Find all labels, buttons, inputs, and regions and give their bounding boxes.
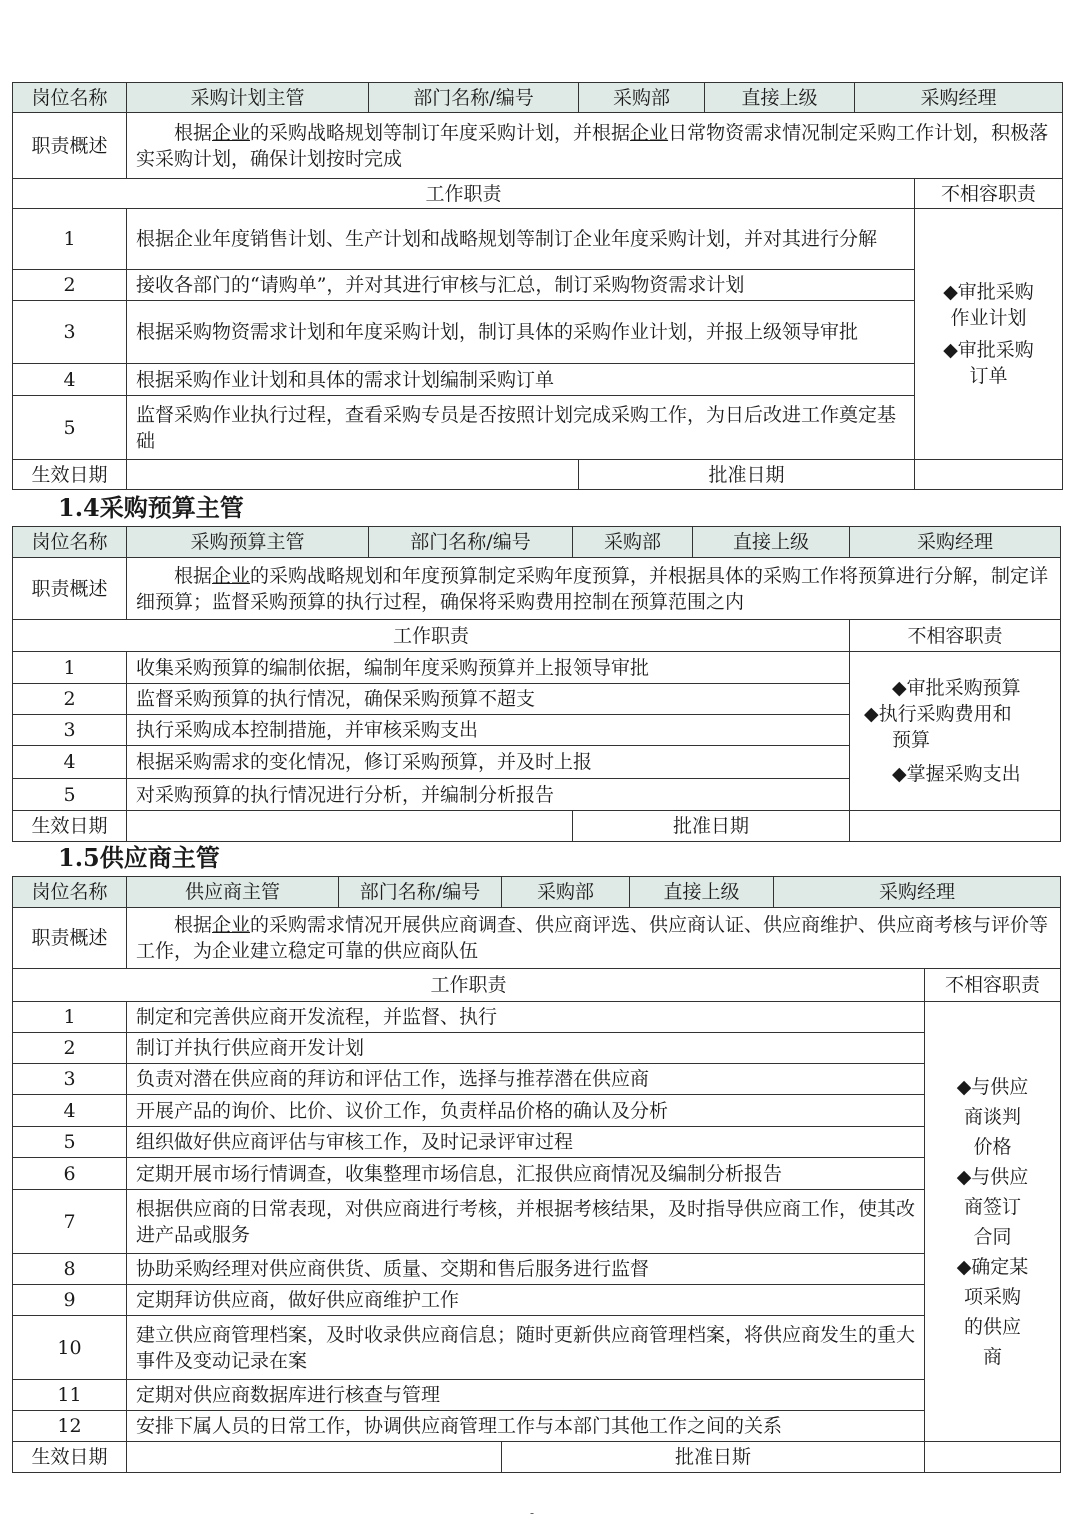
dept-value: 采购部 (573, 527, 693, 558)
incompatible-duties: ◆与供应 商谈判 价格 ◆与供应 商签订 合同 ◆确定某 项采购 的供应 商 (925, 1002, 1061, 1442)
duty-number: 5 (13, 396, 127, 460)
incompatible-duties: ◆审批采购 作业计划 ◆审批采购 订单 (915, 209, 1063, 460)
duty-text: 制订并执行供应商开发计划 (127, 1033, 925, 1064)
post-value: 采购计划主管 (127, 83, 369, 113)
page-mark: - (530, 1506, 535, 1520)
dept-value: 采购部 (502, 877, 630, 908)
incompatible-duties: ◆审批采购预算 ◆执行采购费用和 预算 ◆掌握采购支出 (850, 652, 1061, 811)
summary-label: 职责概述 (13, 558, 127, 620)
post-label: 岗位名称 (13, 83, 127, 113)
duty-text: 定期对供应商数据库进行核查与管理 (127, 1380, 925, 1411)
duty-number: 4 (13, 364, 127, 396)
duty-text: 监督采购预算的执行情况，确保采购预算不超支 (127, 684, 850, 715)
incompatible-header: 不相容职责 (915, 179, 1063, 209)
approval-date-value (915, 460, 1063, 490)
duty-text: 建立供应商管理档案，及时收录供应商信息；随时更新供应商管理档案，将供应商发生的重大事件及变动记录在案 (127, 1316, 925, 1380)
post-value: 采购预算主管 (127, 527, 369, 558)
approval-date-label: 批准日斯 (502, 1442, 925, 1473)
duty-number: 1 (13, 1002, 127, 1033)
duty-number: 11 (13, 1380, 127, 1411)
approval-date-label: 批准日期 (573, 811, 850, 842)
duty-number: 10 (13, 1316, 127, 1380)
superior-value: 采购经理 (774, 877, 1061, 908)
position-table-purchase-plan (12, 82, 1063, 490)
superior-value: 采购经理 (850, 527, 1061, 558)
dept-value: 采购部 (579, 83, 705, 113)
duty-text: 收集采购预算的编制依据，编制年度采购预算并上报领导审批 (127, 652, 850, 684)
effective-date-label: 生效日期 (13, 460, 127, 490)
table-row (13, 364, 1063, 396)
dept-label: 部门名称/编号 (369, 527, 573, 558)
approval-date-label: 批准日期 (579, 460, 915, 490)
duty-text: 根据采购作业计划和具体的需求计划编制采购订单 (127, 364, 915, 396)
duty-number: 4 (13, 746, 127, 779)
position-table-purchase-budget (12, 526, 1061, 842)
table-row (13, 1285, 1061, 1316)
duty-text: 对采购预算的执行情况进行分析，并编制分析报告 (127, 779, 850, 811)
duty-text: 定期拜访供应商，做好供应商维护工作 (127, 1285, 925, 1316)
table-row (13, 1033, 1061, 1064)
duty-text: 根据供应商的日常表现，对供应商进行考核，并根据考核结果，及时指导供应商工作，使其改进产品或服务 (127, 1190, 925, 1254)
duty-text: 安排下属人员的日常工作，协调供应商管理工作与本部门其他工作之间的关系 (127, 1411, 925, 1442)
table-row (13, 1095, 1061, 1127)
duty-number: 6 (13, 1158, 127, 1190)
summary-label: 职责概述 (13, 113, 127, 179)
duty-number: 2 (13, 270, 127, 301)
duty-number: 3 (13, 301, 127, 364)
duty-text: 负责对潜在供应商的拜访和评估工作，选择与推荐潜在供应商 (127, 1064, 925, 1095)
duty-number: 12 (13, 1411, 127, 1442)
superior-label: 直接上级 (630, 877, 774, 908)
section-title-supplier: 1.5供应商主管 (58, 843, 220, 872)
table-row (13, 270, 1063, 301)
duties-header: 工作职责 (13, 969, 925, 1002)
duty-number: 5 (13, 1127, 127, 1158)
duty-text: 接收各部门的“请购单”，并对其进行审核与汇总，制订采购物资需求计划 (127, 270, 915, 301)
effective-date-value (127, 811, 573, 842)
duty-text: 定期开展市场行情调查，收集整理市场信息，汇报供应商情况及编制分析报告 (127, 1158, 925, 1190)
duties-header: 工作职责 (13, 179, 915, 209)
duty-text: 执行采购成本控制措施，并审核采购支出 (127, 715, 850, 746)
duty-number: 1 (13, 209, 127, 270)
duty-text: 根据采购需求的变化情况，修订采购预算，并及时上报 (127, 746, 850, 779)
summary-label: 职责概述 (13, 908, 127, 969)
summary-text: 根据企业的采购战略规划等制订年度采购计划，并根据企业日常物资需求情况制定采购工作计划，积极落实采购计划，确保计划按时完成 (127, 113, 1063, 179)
section-title-budget: 1.4采购预算主管 (58, 493, 244, 522)
incompatible-header: 不相容职责 (850, 620, 1061, 652)
duties-header: 工作职责 (13, 620, 850, 652)
effective-date-value (127, 460, 579, 490)
duty-text: 制定和完善供应商开发流程，并监督、执行 (127, 1002, 925, 1033)
summary-text: 根据企业的采购战略规划和年度预算制定采购年度预算，并根据具体的采购工作将预算进行分解，制定详细预算；监督采购预算的执行过程，确保将采购费用控制在预算范围之内 (127, 558, 1061, 620)
superior-value: 采购经理 (855, 83, 1063, 113)
dept-label: 部门名称/编号 (339, 877, 502, 908)
duty-number: 4 (13, 1095, 127, 1127)
superior-label: 直接上级 (693, 527, 850, 558)
duty-number: 9 (13, 1285, 127, 1316)
duty-number: 2 (13, 1033, 127, 1064)
effective-date-value (127, 1442, 502, 1473)
table-row (13, 1190, 1061, 1254)
post-label: 岗位名称 (13, 877, 127, 908)
post-label: 岗位名称 (13, 527, 127, 558)
approval-date-value (850, 811, 1061, 842)
duty-text: 开展产品的询价、比价、议价工作，负责样品价格的确认及分析 (127, 1095, 925, 1127)
summary-text: 根据企业的采购需求情况开展供应商调查、供应商评选、供应商认证、供应商维护、供应商考核与评价等工作，为企业建立稳定可靠的供应商队伍 (127, 908, 1061, 969)
incompatible-header: 不相容职责 (925, 969, 1061, 1002)
table-row (13, 209, 1063, 270)
table-row (13, 396, 1063, 460)
table-row (13, 1254, 1061, 1285)
dept-label: 部门名称/编号 (369, 83, 579, 113)
duty-text: 组织做好供应商评估与审核工作，及时记录评审过程 (127, 1127, 925, 1158)
duty-text: 协助采购经理对供应商供货、质量、交期和售后服务进行监督 (127, 1254, 925, 1285)
table-row (13, 1411, 1061, 1442)
table-row (13, 1316, 1061, 1380)
duty-number: 2 (13, 684, 127, 715)
superior-label: 直接上级 (705, 83, 855, 113)
position-table-supplier (12, 876, 1061, 1473)
table-row (13, 301, 1063, 364)
duty-number: 7 (13, 1190, 127, 1254)
table-row (13, 1158, 1061, 1190)
table-row (13, 1380, 1061, 1411)
duty-number: 1 (13, 652, 127, 684)
duty-text: 根据企业年度销售计划、生产计划和战略规划等制订企业年度采购计划，并对其进行分解 (127, 209, 915, 270)
post-value: 供应商主管 (127, 877, 339, 908)
duty-number: 3 (13, 1064, 127, 1095)
table-row (13, 1127, 1061, 1158)
table-row (13, 1064, 1061, 1095)
table-row (13, 1002, 1061, 1033)
duty-text: 根据采购物资需求计划和年度采购计划，制订具体的采购作业计划，并报上级领导审批 (127, 301, 915, 364)
duty-text: 监督采购作业执行过程，查看采购专员是否按照计划完成采购工作，为日后改进工作奠定基础 (127, 396, 915, 460)
approval-date-value (925, 1442, 1061, 1473)
duty-number: 8 (13, 1254, 127, 1285)
table-row (13, 652, 1061, 684)
effective-date-label: 生效日期 (13, 811, 127, 842)
duty-number: 5 (13, 779, 127, 811)
duty-number: 3 (13, 715, 127, 746)
effective-date-label: 生效日期 (13, 1442, 127, 1473)
